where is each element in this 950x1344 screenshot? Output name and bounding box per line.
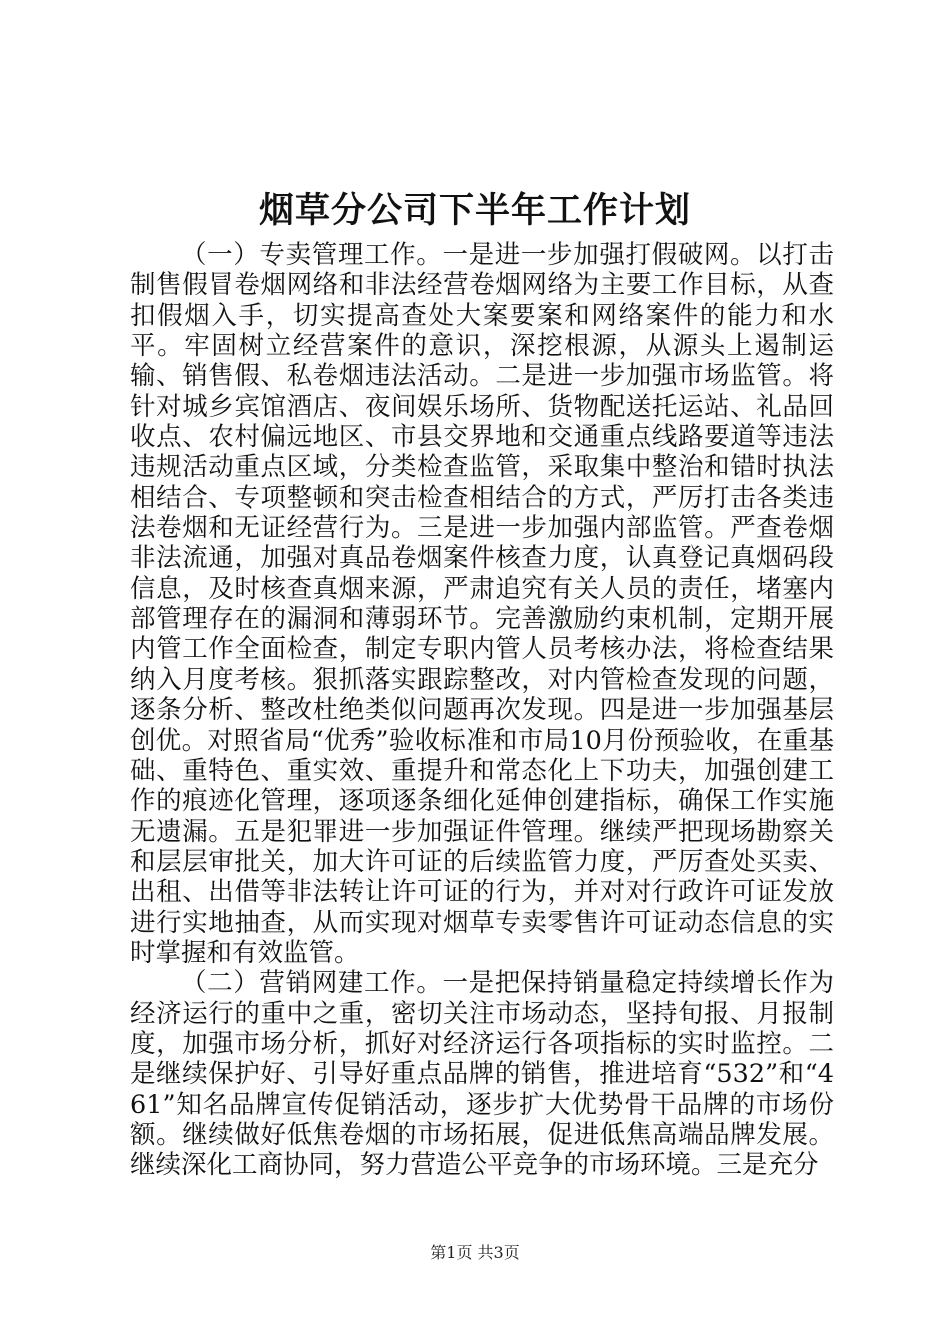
paragraph-monopoly-management: （一）专卖管理工作。一是进一步加强打假破网。以打击制售假冒卷烟网络和非法经营卷烟网络为主要工作目标，从查扣假烟入手，切实提高查处大案要案和网络案件的能力和水平。牢固树立经营案件的意识，深挖根源，从源头上遏制运输、销售假、私卷烟违法活动。二是进一步加强市场监管。将针对城乡宾馆酒店、夜间娱乐场所、货物配送托运站、礼品回收点、农村偏远地区、市县交界地和交通重点线路要道等违法违规活动重点区域，分类检查监管，采取集中整治和错时执法相结合、专项整顿和突击检查相结合的方式，严厉打击各类违法卷烟和无证经营行为。三是进一步加强内部监管。严查卷烟非法流通，加强对真品卷烟案件核查力度，认真登记真烟码段信息，及时核查真烟来源，严肃追究有关人员的责任，堵塞内部管理存在的漏洞和薄弱环节。完善激励约束机制，定期开展内管工作全面检查，制定专职内管人员考核办法，将检查结果纳入月度考核。狠抓落实跟踪整改，对内管检查发现的问题，逐条分析、整改杜绝类似问题再次发现。四是进一步加强基层创优。对照省局“优秀”验收标准和市局10月份预验收，在重基础、重特色、重实效、重提升和常态化上下功夫，加强创建工作的痕迹化管理，逐项逐条细化延伸创建指标，确保工作实施无遗漏。五是犯罪进一步加强证件管理。继续严把现场勘察关和层层审批关，加大许可证的后续监管力度，严厉查处买卖、出租、出借等非法转让许可证的行为，并对对行政许可证发放进行实地抽查，从而实现对烟草专卖零售许可证动态信息的实时掌握和有效监管。 [130, 240, 834, 968]
page-footer: 第1页 共3页 [430, 1243, 520, 1262]
document-title: 烟草分公司下半年工作计划 [258, 190, 691, 231]
document-body [130, 240, 834, 1181]
paragraph-marketing-network: （二）营销网建工作。一是把保持销量稳定持续增长作为经济运行的重中之重，密切关注市场动态，坚持旬报、月报制度，加强市场分析，抓好对经济运行各项指标的实时监控。二是继续保护好、引导好重点品牌的销售，推进培育“532”和“461”知名品牌宣传促销活动，逐步扩大优势骨干品牌的市场份额。继续做好低焦卷烟的市场拓展，促进低焦高端品牌发展。继续深化工商协同，努力营造公平竞争的市场环境。三是充分 [130, 968, 834, 1181]
